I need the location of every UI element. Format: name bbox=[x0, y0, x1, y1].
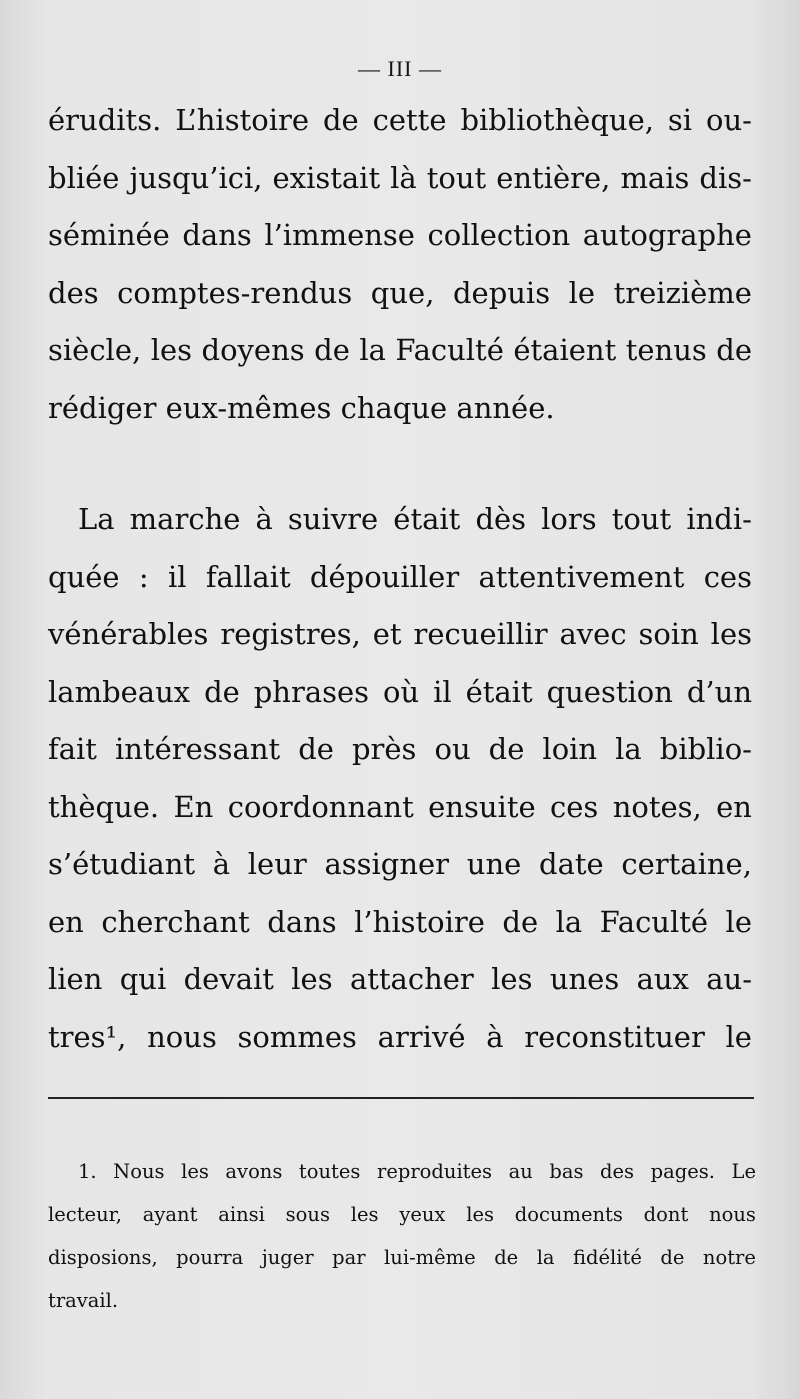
text-line: tres¹, nous sommes arrivé à reconstituer le bbox=[48, 1019, 752, 1054]
footnote-line: lecteur, ayant ainsi sous les yeux les documents dont nous bbox=[48, 1203, 756, 1226]
text-line: en cherchant dans l’histoire de la Faculté le bbox=[48, 904, 752, 939]
text-line: quée : il fallait dépouiller attentivement ces bbox=[48, 559, 752, 594]
footnote-separator bbox=[48, 1097, 754, 1099]
body-text bbox=[48, 92, 752, 1066]
text-line: vénérables registres, et recueillir avec soin les bbox=[48, 617, 752, 651]
text-line: lambeaux de phrases où il était question d’un bbox=[48, 674, 752, 709]
text-line: érudits. L’histoire de cette bibliothèque, si ou- bbox=[48, 103, 752, 137]
text-line: lien qui devait les attacher les unes aux au- bbox=[48, 962, 752, 996]
footnote-line: 1. Nous les avons toutes reproduites au bas des pages. Le bbox=[78, 1160, 756, 1183]
text-line: thèque. En coordonnant ensuite ces notes, en bbox=[48, 789, 752, 824]
text-line: rédiger eux-mêmes chaque année. bbox=[48, 390, 555, 425]
paragraph-gap bbox=[48, 437, 752, 491]
text-line: La marche à suivre était dès lors tout indi- bbox=[78, 502, 752, 536]
text-line: séminée dans l’immense collection autographe bbox=[48, 218, 752, 252]
footnote-line: disposions, pourra juger par lui-même de la fidélité de notre bbox=[48, 1246, 756, 1269]
page-number: — III — bbox=[358, 56, 442, 81]
footnote bbox=[48, 1150, 756, 1322]
text-line: fait intéressant de près ou de loin la biblio- bbox=[48, 732, 752, 766]
text-line: bliée jusqu’ici, existait là tout entière, mais dis- bbox=[48, 160, 752, 195]
footnote-line: travail. bbox=[48, 1289, 119, 1312]
text-line: des comptes-rendus que, depuis le treizième bbox=[48, 275, 752, 310]
text-line: s’étudiant à leur assigner une date certaine, bbox=[48, 847, 752, 881]
text-line: siècle, les doyens de la Faculté étaient tenus de bbox=[48, 333, 752, 367]
